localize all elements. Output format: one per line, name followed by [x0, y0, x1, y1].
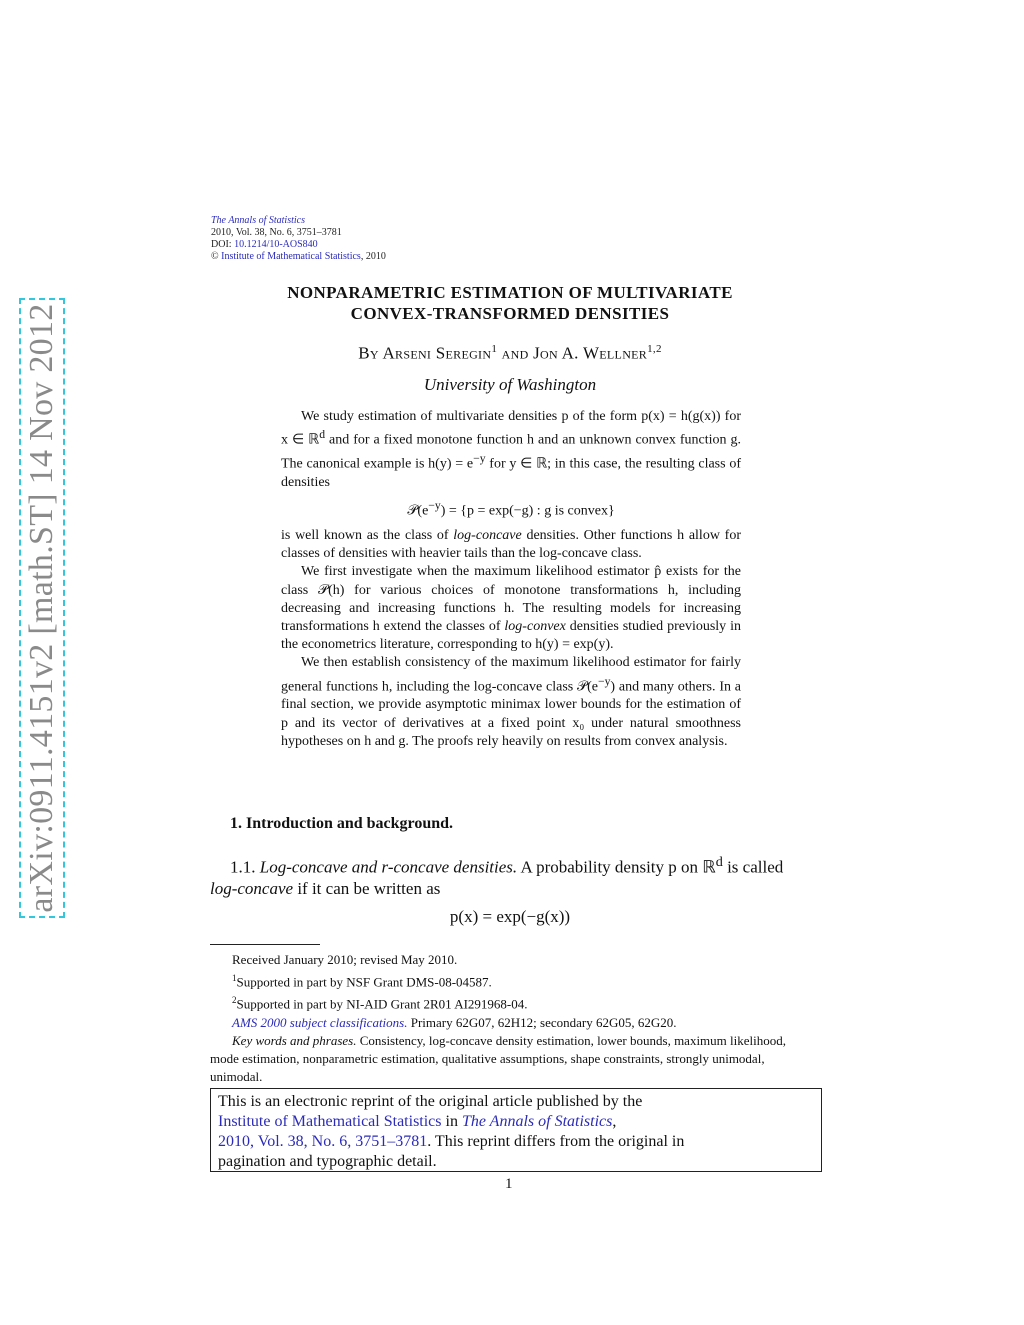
reprint-notice: [210, 1088, 822, 1172]
reprint-line-1: This is an electronic reprint of the original article published by the: [218, 1093, 643, 1110]
and-label: and: [497, 343, 534, 363]
ams-classification: [210, 1014, 810, 1032]
superscript: −y: [428, 499, 441, 513]
footnote-rule: [210, 944, 320, 945]
abstract-paragraph-2: [281, 527, 741, 563]
superscript: d: [715, 854, 723, 870]
abstract-text: densities studied previously in the econometrics literature, corresponding to h(y) = exp(y).: [281, 619, 741, 653]
superscript: −y: [598, 674, 611, 688]
section-heading: 1. Introduction and background.: [230, 815, 454, 832]
author-2: Jon A. Wellner: [533, 343, 648, 363]
display-equation: p(x) = exp(−g(x)): [449, 906, 571, 926]
footnote-mark: 2: [232, 995, 237, 1006]
reprint-volume-link[interactable]: 2010, Vol. 38, No. 6, 3751–3781: [218, 1133, 428, 1150]
affiliation: University of Washington: [423, 375, 597, 394]
equation-text: ) = {p = exp(−g) : g is convex}: [440, 503, 615, 519]
reprint-line-2: [218, 1112, 814, 1132]
abstract-text: We then establish consistency of the maximum likelihood estimator for fairly general functions h, including the log-concave class 𝒫(e: [281, 655, 741, 695]
subsection-title: Log-concave and r-concave densities.: [259, 857, 518, 877]
arxiv-id: arXiv:0911.4151v2 [math.ST] 14 Nov 2012: [23, 303, 60, 913]
doi-link[interactable]: 10.1214/10-AOS840: [234, 239, 318, 250]
author-2-footnote-mark: 1,2: [647, 343, 662, 355]
doi-label: DOI:: [211, 239, 235, 250]
by-label: By: [358, 343, 383, 363]
reprint-line-4: pagination and typographic detail.: [218, 1153, 437, 1170]
title-line-1: NONPARAMETRIC ESTIMATION OF MULTIVARIATE: [287, 283, 733, 302]
paper-title: [210, 282, 810, 324]
emphasis: log-convex: [504, 619, 566, 634]
authors: [210, 343, 810, 364]
copyright-year: , 2010: [360, 251, 386, 262]
abstract-paragraph-3: [281, 563, 741, 654]
reprint-journal-link[interactable]: The Annals of Statistics: [461, 1113, 613, 1130]
abstract-text: for y ∈ ℝ; in this case, the resulting class of densities: [281, 456, 741, 490]
abstract-equation: [281, 497, 741, 521]
body-text: A probability density p on ℝ: [517, 857, 716, 877]
page-number: 1: [505, 1176, 513, 1192]
footnote-1: [210, 969, 810, 991]
footnote-text: Supported in part by NI-AID Grant 2R01 AI291968-04.: [236, 996, 528, 1012]
emphasis: log-concave: [453, 527, 522, 543]
equation-text: 𝒫(e: [407, 503, 429, 519]
subsection: [210, 852, 810, 927]
abstract-text: ) and many others. In a final section, we provide asymptotic minimax lower bounds for the estimation of p and its vector of derivatives at a fixed point x₀ under natural smoothness hypotheses on h and g. The proofs rely heavily on results from convex analysis.: [281, 679, 741, 749]
body-text: is called: [722, 857, 784, 877]
reprint-line-3: [218, 1132, 814, 1152]
abstract-text: densities. Other functions h allow for classes of densities with heavier tails than the log-concave class.: [281, 527, 741, 562]
ams-codes: Primary 62G07, 62H12; secondary 62G05, 62G20.: [407, 1014, 677, 1030]
superscript: d: [319, 428, 326, 442]
abstract-paragraph-4: [281, 654, 741, 751]
author-1-footnote-mark: 1: [491, 343, 498, 355]
title-line-2: CONVEX-TRANSFORMED DENSITIES: [350, 304, 670, 323]
received-note: Received January 2010; revised May 2010.: [232, 952, 458, 967]
abstract-text: and for a fixed monotone function h and an unknown convex function g. The canonical example is h(y) = e: [281, 432, 741, 472]
footnote-mark: 1: [232, 973, 237, 983]
journal-volume: 2010, Vol. 38, No. 6, 3751–3781: [211, 227, 342, 238]
footnotes: [210, 951, 810, 1086]
subsection-paragraph: [210, 852, 810, 899]
reprint-text: in: [441, 1113, 462, 1130]
publisher-link[interactable]: Institute of Mathematical Statistics: [221, 251, 361, 262]
subsection-number: 1.1.: [230, 857, 260, 877]
copyright-symbol: ©: [211, 251, 219, 262]
journal-name-link[interactable]: The Annals of Statistics: [211, 215, 305, 226]
keywords: [210, 1032, 810, 1086]
abstract-paragraph-1: [281, 408, 741, 492]
journal-info: [211, 215, 386, 263]
abstract: [281, 408, 741, 751]
reprint-text: . This reprint differs from the original in: [427, 1133, 685, 1150]
reprint-text: ,: [612, 1113, 617, 1130]
ams-classification-link[interactable]: AMS 2000 subject classifications.: [232, 1014, 408, 1030]
superscript: −y: [473, 452, 486, 466]
author-1: Arseni Seregin: [382, 343, 492, 363]
emphasis: log-concave: [210, 878, 294, 898]
footnote-text: Supported in part by NSF Grant DMS-08-04587.: [236, 974, 492, 990]
abstract-text: We study estimation of multivariate densities p of the form p(x) = h(g(x)) for x ∈ ℝ: [281, 409, 741, 448]
keywords-text: Consistency, log-concave density estimation, lower bounds, maximum likelihood, mode estimation, nonparametric estimation, qualitative assumptions, shape constraints, strongly unimodal, unimodal.: [210, 1032, 787, 1084]
abstract-text: We first investigate when the maximum likelihood estimator p̂ exists for the class 𝒫(h) for various choices of monotone transformations h, including decreasing and increasing functions h. The resulting models for increasing transformations h extend the classes of: [281, 564, 741, 634]
abstract-text: is well known as the class of: [281, 527, 454, 543]
arxiv-stamp[interactable]: [19, 298, 65, 918]
reprint-publisher-link[interactable]: Institute of Mathematical Statistics: [218, 1113, 442, 1130]
footnote-2: [210, 991, 810, 1013]
keywords-label: Key words and phrases.: [232, 1032, 357, 1048]
body-text: if it can be written as: [293, 878, 441, 898]
